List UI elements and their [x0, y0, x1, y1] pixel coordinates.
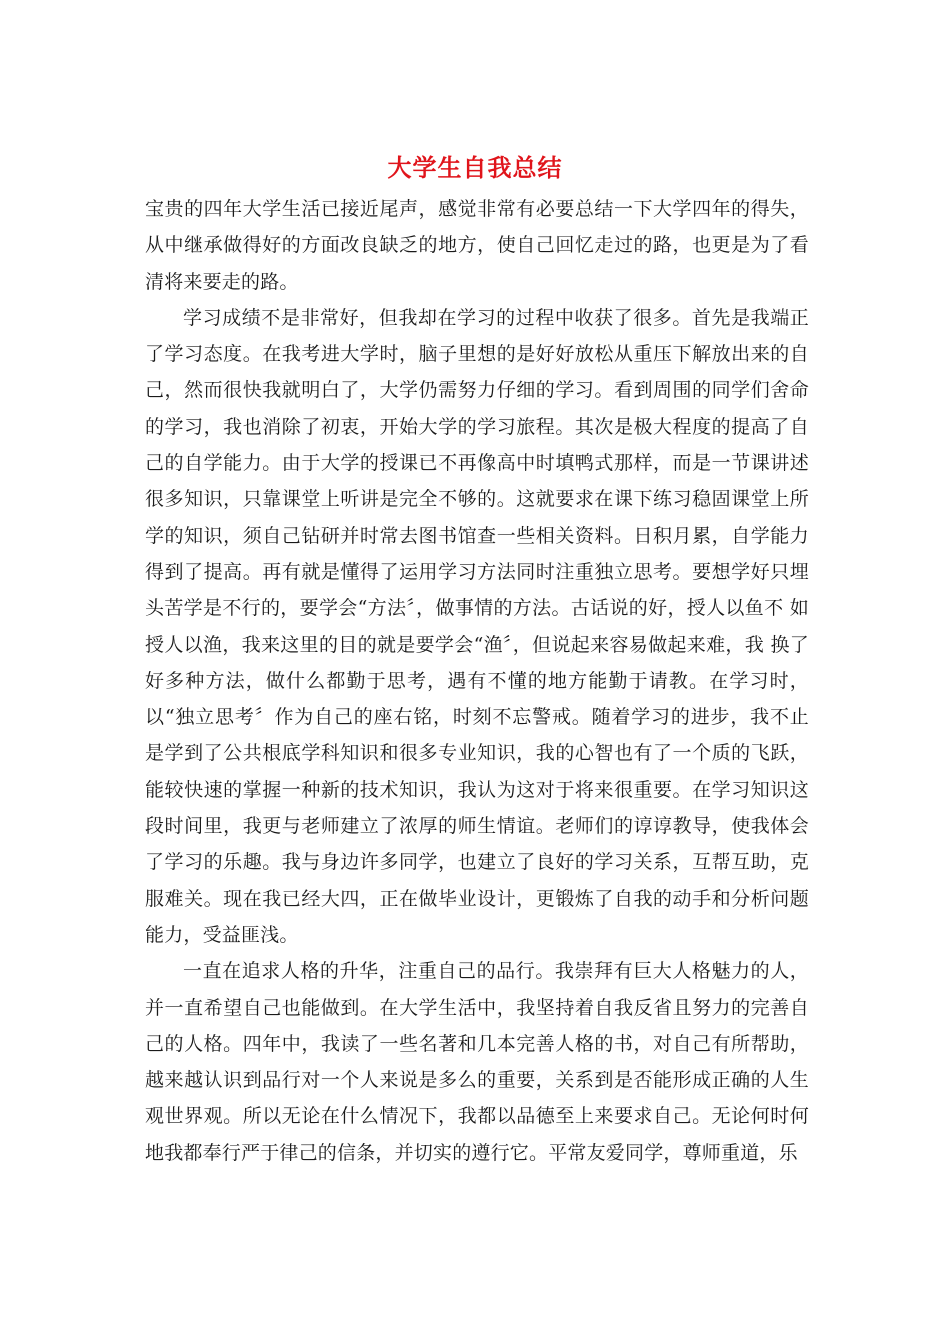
- paragraph-line: 地我都奉行严于律己的信条，并切实的遵行它。平常友爱同学，尊师重道，乐: [145, 1141, 798, 1164]
- paragraph-line: 头苦学是不行的，要学会“方法〞，做事情的方法。古话说的好，授人以鱼不: [145, 597, 784, 620]
- paragraph-line: 了学习态度。在我考进大学时，脑子里想的是好好放松从重压下解放出来的自: [145, 343, 809, 366]
- paragraph-study: [145, 300, 809, 953]
- document-body: [145, 191, 809, 1171]
- paragraph-line: 得到了提高。再有就是懂得了运用学习方法同时注重独立思考。要想学好只埋: [145, 560, 809, 583]
- paragraph-line: 观世界观。所以无论在什么情况下，我都以品德至上来要求自己。无论何时何: [145, 1105, 809, 1128]
- paragraph-line: 服难关。现在我已经大四，正在做毕业设计，更锻炼了自我的动手和分析问题: [145, 887, 809, 910]
- paragraph-character: [145, 953, 809, 1171]
- document-title: 大学生自我总结: [387, 153, 563, 182]
- paragraph-line: 越来越认识到品行对一个人来说是多么的重要，关系到是否能形成正确的人生: [145, 1069, 809, 1092]
- paragraph-line: 己，然而很快我就明白了，大学仍需努力仔细的学习。看到周围的同学们舍命: [145, 379, 809, 402]
- paragraph-line: 己的人格。四年中，我读了一些名著和几本完善人格的书，对自己有所帮助，: [145, 1032, 809, 1055]
- paragraph-line: 宝贵的四年大学生活已接近尾声，感觉非常有必要总结一下大学四年的得失，: [145, 198, 809, 220]
- paragraph-line: 清将来要走的路。: [145, 270, 299, 293]
- paragraph-line: 一直在追求人格的升华，注重自己的品行。我崇拜有巨大人格魅力的人，: [183, 960, 809, 983]
- paragraph-line: 能力，受益匪浅。: [145, 923, 299, 946]
- paragraph-line: 学习成绩不是非常好，但我却在学习的过程中收获了很多。首先是我端正: [183, 306, 809, 329]
- paragraph-line: 学的知识，须自己钻研并时常去图书馆查一些相关资料。日积月累，自学能力: [145, 524, 809, 547]
- paragraph-line: 如授人以渔，我来这里的目的就是要学会“渔〞，但说起来容易做起来难，我: [145, 597, 809, 656]
- paragraph-line: 己的自学能力。由于大学的授课已不再像高中时填鸭式那样，而是一节课讲述: [145, 452, 809, 475]
- paragraph-line: 换了好多种方法，做什么都勤于思考，遇有不懂的地方能勤于请教。在学习时，: [145, 633, 809, 692]
- paragraph-line: 段时间里，我更与老师建立了浓厚的师生情谊。老师们的谆谆教导，使我体会: [145, 815, 809, 838]
- paragraph-line: 的学习，我也消除了初衷，开始大学的学习旅程。其次是极大程度的提高了自: [145, 415, 809, 438]
- paragraph-line: 从中继承做得好的方面改良缺乏的地方，使自己回忆走过的路，也更是为了看: [145, 234, 809, 257]
- paragraph-line: 很多知识，只靠课堂上听讲是完全不够的。这就要求在课下练习稳固课堂上所: [145, 488, 809, 511]
- paragraph-line: 是学到了公共根底学科知识和很多专业知识，我的心智也有了一个质的飞跃，: [145, 742, 809, 765]
- paragraph-intro: [145, 191, 809, 300]
- paragraph-line: 并一直希望自己也能做到。在大学生活中，我坚持着自我反省且努力的完善自: [145, 996, 809, 1019]
- paragraph-line: 了学习的乐趣。我与身边许多同学，也建立了良好的学习关系，互帮互助，克: [145, 851, 809, 874]
- paragraph-line: 以“独立思考〞作为自己的座右铭，时刻不忘警戒。随着学习的进步，我不止: [145, 706, 809, 729]
- paragraph-line: 能较快速的掌握一种新的技术知识，我认为这对于将来很重要。在学习知识这: [145, 778, 809, 801]
